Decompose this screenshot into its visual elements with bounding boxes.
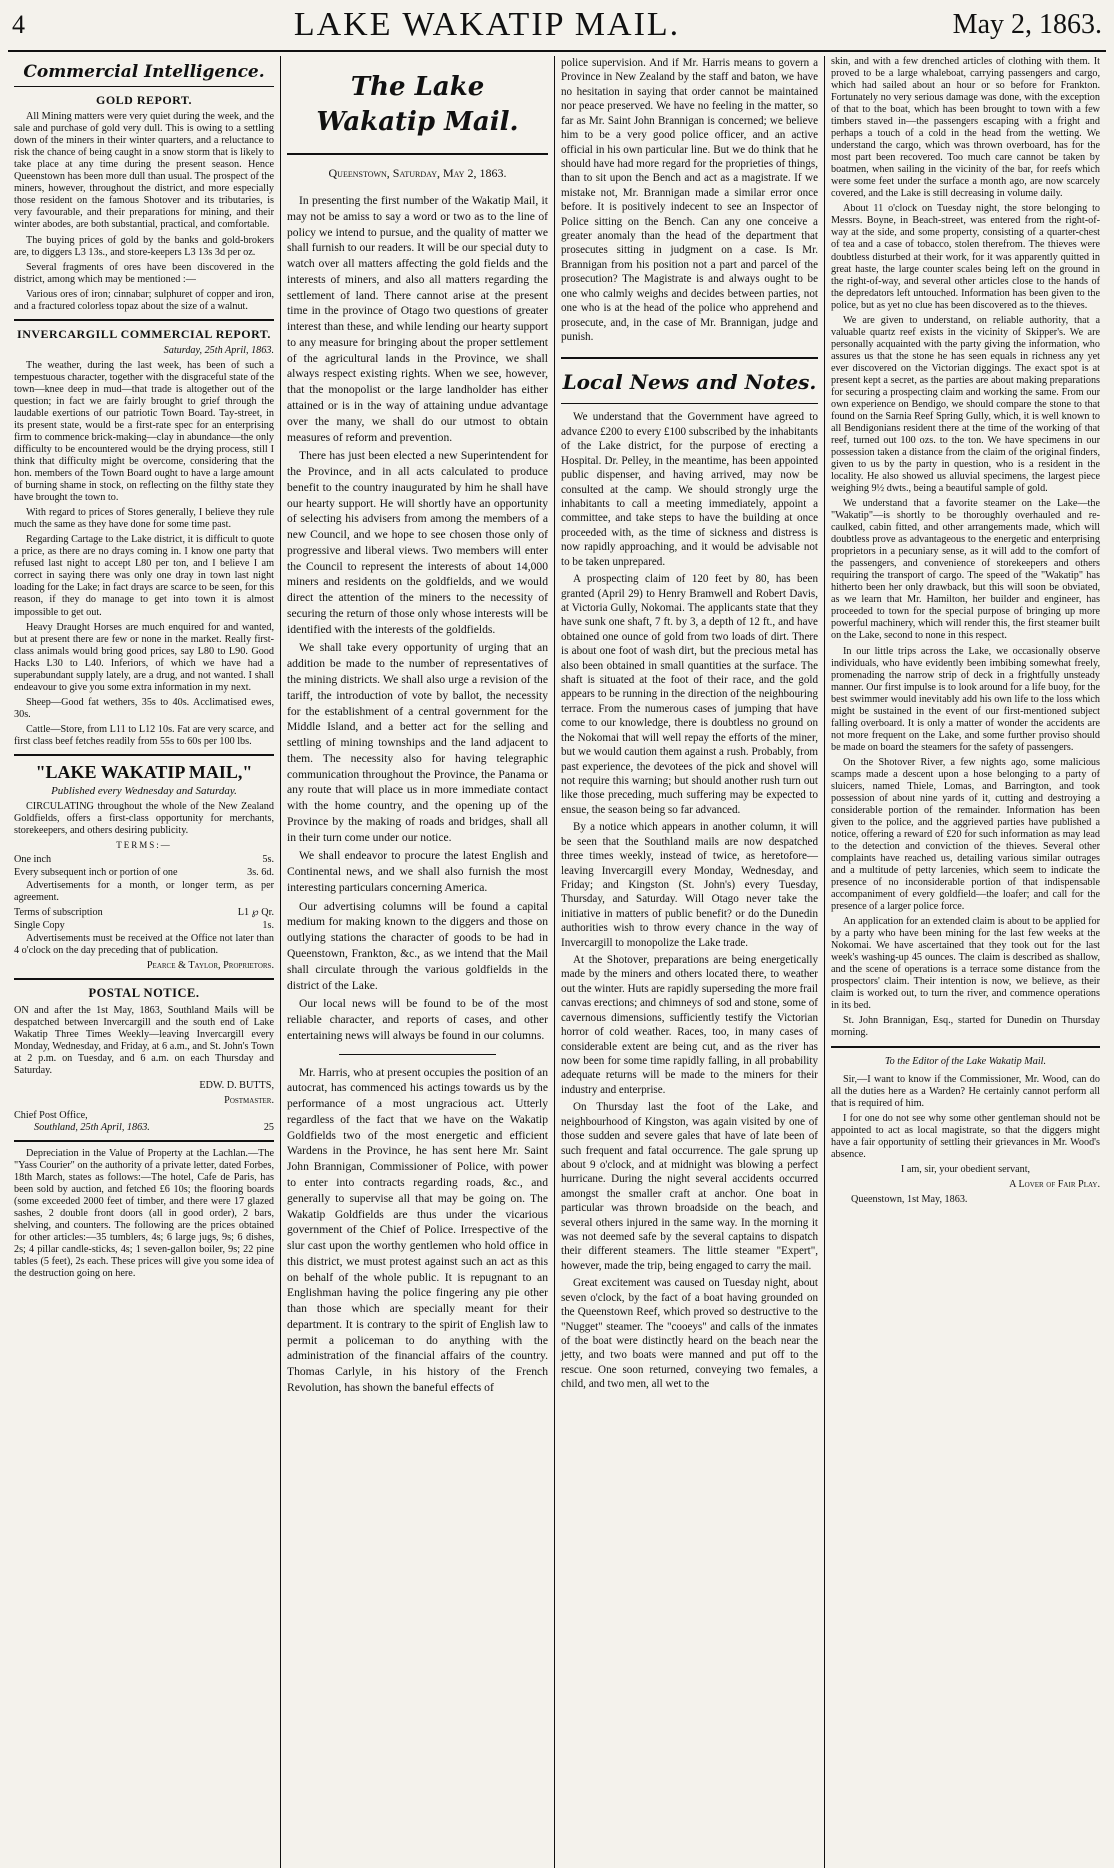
rate-row	[14, 867, 274, 879]
divider	[14, 978, 274, 980]
local-news-item: By a notice which appears in another column, it will be seen that the Southland mails are now despatched three times weekly, instead of twice, as heretofore—leaving Invercargill every Monday, Wednesday, and Friday; and Kingston (St. John's) every Tuesday, Thursday, and Saturday. Will Otago never take the initiative in matters of public benefit? or do the Dunedin authorities wish to throw every chance in the way of Invercargill to monopolize the Lake trade.	[561, 821, 818, 949]
postal-place-date: Southland, 25th April, 1863.	[34, 1122, 150, 1134]
column-3	[554, 56, 824, 1868]
rate-row	[14, 854, 274, 866]
local-news-item: At the Shotover, preparations are being energetically made by the miners and others located there, to weather out the winter. Huts are rapidly superseding the more frail canvas erections; and chimneys of sod and stone, some of cavernous dimensions, sufficiently testify the Victorian horror of cold weather. Races, too, in many cases of considerable extent are being cut, and as the river has now been for some time rapidly falling, in all probability adequate returns will be made to the miners for their industry and enterprise.	[561, 954, 818, 1096]
letter-paragraph: I for one do not see why some other gentleman should not be appointed to act as local magistrate, so that the diggers might have a fair opportunity of settling their grievances in Mr. Wood's absence.	[831, 1112, 1100, 1160]
gold-report-heading: GOLD REPORT.	[95, 93, 193, 108]
issue-date: May 2, 1863.	[952, 9, 1102, 40]
gold-report-paragraph: Various ores of iron; cinnabar; sulphuret of copper and iron, and a fractured colorless topaz about the size of a walnut.	[14, 288, 274, 312]
newspaper-title: LAKE WAKATIP MAIL.	[293, 6, 681, 43]
local-news-item: We understand that a favorite steamer on the Lake—the "Wakatip"—is shortly to be thoroughly overhauled and re-caulked, cabin fitted, and other arrangements made, which will doubtless prove as advantageous to the energetic and enterprising proprietors in a pecuniary sense, as it will add to the comfort of the passengers, and convenience of storekeepers and others requiring the transport of cargo. The speed of the "Wakatip" has hitherto been her only drawback, but this will soon be obviated, as we learn that Mr. Hamilton, her builder and engineer, has proceeded to town for the special purpose of bringing up more powerful machinery, which will render this, the first steamer built on the Lake, second to none in this respect.	[831, 498, 1100, 642]
divider	[14, 1140, 274, 1142]
postal-office: Chief Post Office,	[14, 1110, 88, 1122]
subscription-row	[14, 907, 274, 919]
rate-label: One inch	[14, 853, 52, 865]
postal-signatory: EDW. D. BUTTS,	[199, 1079, 274, 1091]
local-news-item: In our little trips across the Lake, we occasionally observe individuals, who have evidently been imbibing somewhat freely, promenading the narrow strip of deck in a frightfully unsteady manner. Our first impulse is to look around for a life buoy, for the best swimmer would inevitably add his own life to the loss which might be sustained in the event of our first-mentioned subject falling overboard. It is only a matter of wonder the accidents are not more frequent on the Lake, and some further proviso should be made on board the steamers for the safety of passengers.	[831, 645, 1100, 753]
subscription-label: Terms of subscription	[14, 906, 103, 918]
postal-role: Postmaster.	[224, 1095, 274, 1107]
postal-dateline	[14, 1122, 274, 1134]
letter-paragraph: Sir,—I want to know if the Commissioner, Mr. Wood, can do all the duties here as a Warden? He certainly cannot perform all that is required of him.	[831, 1073, 1100, 1109]
rate-label: Every subsequent inch or portion of one	[14, 866, 178, 878]
local-news-item: On the Shotover River, a few nights ago, some malicious scamps made a descent upon a hose belonging to a party of sluicers, named Thiele, Lomas, and Barrington, and took possession of about nine yards of it, cutting and destroying a considerable portion of the remainder. Information has been given to the police, and the aggrieved parties have published a notice, offering a reward of £20 for such information as may lead to the detection and conviction of the thieves. Several other complaints have reached us, detailing various similar outrages and a multitude of petty larcenies, which seem to indicate the presence of no inconsiderable portion of that indispensable accompaniment of every goldfield—the loafer; and call for the presence of a larger police force.	[831, 756, 1100, 913]
editorial-dateline: Queenstown, Saturday, May 2, 1863.	[328, 165, 507, 180]
letter-place-date: Queenstown, 1st May, 1863.	[851, 1193, 968, 1205]
editorial-continuation: police supervision. And if Mr. Harris means to govern a Province in New Zealand by the staff and baton, we have no hesitation in saying that order cannot be maintained nor peace preserved. We have no feeling in the matter, so far as Mr. Saint John Brannigan is concerned; we believe him to be a very good police officer, and an active official in his own particular line. But we do think that he should have had more regard for the proprieties of things, than to sit upon the Bench and act as a magistrate. If we mistake not, Mr. Brannigan made a similar error once before. It is positively indecent to see an Inspector of Police sitting on the Bench. Can any one conceive a greater anomaly than the head of the department that prosecutes sitting in judgment on a case. Is Mr. Brannigan from his position not a part and parcel of the prosecution? The Magistrate is and always ought to be one who calmly weighs and decides between parties, not one who is at the head of the police who apprehend and prosecute, and, in the case of Mr. Brannigan, judge and punish.	[561, 57, 818, 344]
local-news-item: Great excitement was caused on Tuesday night, about seven o'clock, by the fact of a boat having grounded on the Queenstown Reef, which proved so destructive to the "Nugget" steamer. The "cooeys" and calls of the inmates of the boat were distinctly heard on the beach near the jetty, and two boats were manned and put off to the rescue. One soon returned, conveying two females, a child, and two men, all wet to the	[561, 1277, 818, 1391]
local-news-title: Local News and Notes.	[561, 357, 818, 404]
contract-note: Advertisements for a month, or longer term, as per agreement.	[14, 879, 274, 903]
subscription-label: Single Copy	[14, 919, 65, 931]
editorial-paragraph: In presenting the first number of the Wakatip Mail, it may not be amiss to say a word or two as to the line of policy we intend to pursue, and the quality of matter we shall furnish to our readers. It will be our special duty to watch over all matters affecting the gold fields and the interests of miners, and also all matters regarding the settlement of land. There cannot arise at the present time in the province of Otago two questions of greater interest than these, and while lending our hearty support to any measure for bringing about the proper settlement of the agricultural lands in the Province, we shall always respect existing rights. When we see, however, that the monopolist or the large landholder has either attained or is in the way of attaining undue advantage over the many, we shall do our utmost to obtain measures of reform and prevention.	[287, 194, 548, 444]
editorial-paragraph: We shall take every opportunity of urging that an addition be made to the number of representatives of the mining districts. We shall also urge a revision of the tariff, the introduction of vote by ballot, the necessity for the establishment of a central government for the Middle Island, and a better act for the selling and settling of mining townships and the land adjacent to them. The necessity also for having telegraphic communication throughout the Province, the Panama or any route that will place us in more immediate contact with the home country, and the opening up of the Province by the making of roads and bridges, shall all in their turn come under our notice.	[287, 641, 548, 844]
subscription-row	[14, 920, 274, 932]
ad-deadline: Advertisements must be received at the Office not later than 4 o'clock on the day preceding that of publication.	[14, 932, 274, 956]
divider	[831, 1046, 1100, 1048]
local-news-item: We are given to understand, on reliable authority, that a valuable quartz reef exists in the vicinity of Skipper's. We are personally acquainted with the party giving the information, who assures us that the stone he has seen equals in richness any yet ever discovered on the Victorian diggings. The exact spot is at present kept a secret, as the parties are about making preparations for securing a prospecting claim and working the same. From our own experience on Bendigo, we should compare the stone to that found on the Sarnia Reef Spring Gully, which, it is well known to all Bendigonians resident there at the time of the working of that reef, turned out 100 ozs. to the ton. We have specimens in our possession taken a distance from the claim of the original finders, given to us by the party in question, who is a resident in the locality. He also showed us alluvial specimens, the largest piece weighing 9½ dwts., being a beautiful sample of gold.	[831, 314, 1100, 495]
rate-price: 3s. 6d.	[247, 866, 274, 878]
gold-report-paragraph: All Mining matters were very quiet during the week, and the sale and purchase of gold very dull. This is owing to a settling down of the miners in their winter quarters, and a reluctance to risk the chance of being caught in a snow storm that is likely to take place at any time during the present season. Hence Queenstown has been more dull than usual. The prospect of the miners, however, throughout the district, and more especially those resident on the famous Shotover and its tributaries, is very favourable, and their preparations for mining, and their winter abodes, are both substantial, practical, and comfortable.	[14, 111, 274, 231]
editorial-paragraph: There has just been elected a new Superintendent for the Province, and in all acts calculated to produce benefit to the country inaugurated by him he shall have our hearty support. He will shortly have an opportunity of selecting his advisers from among the members of a new Council, and we hope to see chosen those only of progressive and liberal views. Two members will enter the Council to represent the interests of about 14,000 miners and residents on the goldfields, and we would direct the attention of the miners to the necessity of securing the return of those only whose interests will be identified with the interests of the goldfields.	[287, 449, 548, 636]
editorial-paper-title: The Lake Wakatip Mail.	[287, 56, 548, 155]
depreciation-article: Depreciation in the Value of Property at the Lachlan.—The "Yass Courier" on the authority of a private letter, dated Forbes, 18th March, states as follows:—The hotel, Cafe de Paris, has been sold by auction, and fetched £6 10s; the flooring boards (some exceeded 2000 feet of timber, and there were 17 glazed sashes, 2 double front doors (all in good order), 2 bars, shelving, and counters. The following are the prices obtained for other articles:—35 tumblers, 4s; 6 large jugs, 9s; 6 dishes, 2s; 4 pillar candle-sticks, 4s; 1 seven-gallon boiler, 9s; 22 pine tables (5 feet), 2s each. These prices will give you some idea of the destruction going on here.	[14, 1148, 274, 1280]
invercargill-paragraph: Cattle—Store, from L11 to L12 10s. Fat are very scarce, and first class beef fetches readily from 55s to 60s per 100 lbs.	[14, 723, 274, 747]
editorial-paragraph: Mr. Harris, who at present occupies the position of an autocrat, has commenced his actings towards us by the performance of a most ungracious act. Utterly regardless of the fact that we have on the Wakatip Goldfields two of the most energetic and efficient Wardens in the Province, he has sent here Mr. Saint John Brannigan, Commissioner of Police, with power to enter into contracts regarding roads, &c., and generally to supervise all that may be going on. The Wakatip Goldfields are thus under the vicarious government of the Chief of Police. Irrespective of the slur cast upon the worthy gentlemen who hold office in this district, we must protest against such an act as this on behalf of the whole public. It is repugnant to an Englishman having the police fingering any pie other than those which are specially meant for their department. It is contrary to the spirit of English law to permit a policeman to do anything with the administration of the financial affairs of the country. Thomas Carlyle, in his history of the French Revolution, has shown the baneful effects of	[287, 1065, 548, 1394]
subscription-price: L1 ℘ Qr.	[237, 906, 274, 918]
subscription-ad-title: "LAKE WAKATIP MAIL,"	[35, 761, 253, 782]
subscription-ad-subtitle: Published every Wednesday and Saturday.	[51, 785, 237, 798]
letter-closing: I am, sir, your obedient servant,	[900, 1163, 1031, 1175]
masthead	[8, 0, 1106, 52]
ad-number: 25	[263, 1122, 274, 1134]
editorial-paragraph: We shall endeavor to procure the latest English and Continental news, and we shall also furnish the most interesting particulars concerning America.	[287, 849, 548, 894]
divider	[14, 754, 274, 756]
subscription-ad-body: CIRCULATING throughout the whole of the New Zealand Goldfields, offers a first-class opportunity for merchants, storekeepers, and others desiring publicity.	[14, 801, 274, 837]
terms-label: TERMS:—	[116, 840, 172, 851]
postal-notice-heading: POSTAL NOTICE.	[88, 986, 200, 1001]
column-4	[824, 56, 1106, 1868]
columns	[8, 56, 1106, 1868]
divider	[14, 319, 274, 321]
letter-signature: A Lover of Fair Play.	[1009, 1178, 1100, 1190]
subscription-price: 1s.	[262, 919, 274, 931]
letter-heading: To the Editor of the Lake Wakatip Mail.	[884, 1055, 1047, 1067]
editorial-paragraph: Our local news will be found to be of the most reliable character, and reports of cases, and other entertaining news will always be found in our columns.	[287, 997, 548, 1042]
local-news-item: St. John Brannigan, Esq., started for Dunedin on Thursday morning.	[831, 1015, 1100, 1039]
rate-price: 5s.	[262, 853, 274, 865]
invercargill-date: Saturday, 25th April, 1863.	[163, 344, 274, 356]
local-news-item: A prospecting claim of 120 feet by 80, has been granted (April 29) to Henry Bramwell and Robert Davis, at Victoria Gully, Nokomai. The applicants state that they have sunk one shaft, 7 ft. by 3, a depth of 12 ft., and have obtained one ounce of gold from two loads of dirt. There is about one foot of wash dirt, but the precious metal has also been obtained in small quantities at the surface. The shaft is situated at the foot of their race, and the gold appears to be running in the direction of the neighbouring terrace. From the numerous cases of jumping that have come to our knowledge, there is doubtless no ground on the Nokomai that will well repay the efforts of the miner, but we would caution them against a rush. Probably, from past experience, the devotees of the pick and shovel will not require this warning; but should another rush turn out like those preceding, much suffering may be expected to ensue, the season being so far advanced.	[561, 573, 818, 816]
divider	[339, 1054, 496, 1055]
postal-notice-body: ON and after the 1st May, 1863, Southland Mails will be despatched between Invercargill and the south end of Lake Wakatip Three Times Weekly—leaving Invercargill every Monday, Wednesday, and Friday, at 6 a.m., and St. John's Town at 2 p.m. on Tuesday, and 6 a.m. on each Thursday and Saturday.	[14, 1004, 274, 1076]
commercial-section-title: Commercial Intelligence.	[14, 56, 274, 87]
invercargill-heading: INVERCARGILL COMMERCIAL REPORT.	[17, 326, 271, 341]
local-news-item: We understand that the Government have agreed to advance £200 to every £100 subscribed by the inhabitants of the Lake district, for the purpose of erecting a Hospital. Dr. Pelley, in the meantime, has been appointed public dispenser, and having arrived, may now be consulted at the camp. We should strongly urge the inhabitants to call a meeting immediately, appoint a committee, and take steps to have the building at once proceeded with, as the time of sickness and distress is now rapidly approaching, and it would be advisable not to be taken unprepared.	[561, 411, 818, 568]
invercargill-paragraph: Heavy Draught Horses are much enquired for and wanted, but at present there are few or none in the market. Really first-class animals would bring good prices, say L80 to L90. Good Hacks L30 to L40. Inferiors, of which we have had a superabundant supply lately, are a drug, and not wanted. I shall endeavour to give you some extra information in my next.	[14, 621, 274, 693]
invercargill-paragraph: Sheep—Good fat wethers, 35s to 40s. Acclimatised ewes, 30s.	[14, 696, 274, 720]
local-news-item: An application for an extended claim is about to be applied for by a party who have been mining for the last few weeks at the Nokomai. We have ascertained that they took out for the last week's washing-up 45 ounces. The claim is described as shallow, and the scene of operations is a terrace some distance from the prospectors' claim. Their intention is now, we believe, as their claim is worked out, to turn the river, and commence operations in its bed.	[831, 916, 1100, 1012]
gold-report-paragraph: Several fragments of ores have been discovered in the district, among which may be mentioned :—	[14, 261, 274, 285]
editorial-paragraph: Our advertising columns will be found a capital medium for making known to the diggers and those on outlying stations the character of goods to be had in Queenstown, Frankton, &c., as we intend that the Mail shall circulate through the various goldfields in the district of the Lake.	[287, 899, 548, 992]
invercargill-paragraph: With regard to prices of Stores generally, I believe they rule much the same as they have done for some time past.	[14, 507, 274, 531]
gold-report-paragraph: The buying prices of gold by the banks and gold-brokers are, to diggers L3 13s., and store-keepers L3 13s 3d per oz.	[14, 234, 274, 258]
column-2	[280, 56, 554, 1868]
proprietors: Pearce & Taylor, Proprietors.	[146, 960, 274, 972]
page-number: 4	[12, 10, 25, 39]
invercargill-paragraph: The weather, during the last week, has been of such a tempestuous character, together with the disgraceful state of the town—knee deep in mud—that trade is altogether out of the question; in fact we are fairly brought to grief through the laudable exertions of our patriotic Town Board. Tay-street, in its present state, would be a first-rate spec for an enterprising firm to commence brick-making—clay in abundance—the only difficulty to be encountered would be the drying process, still I think that difficulty might be overcome, considering that the hon. members of the Town Board ought to have a large amount of burning shame in stock, on reflecting on the filthy state they have brought the town to.	[14, 359, 274, 504]
column-1	[8, 56, 280, 1868]
local-news-item: skin, and with a few drenched articles of clothing with them. It proved to be a large whaleboat, carrying passengers and cargo, which had sailed about an hour or so before for Frankton. Fortunately no very serious damage was done, with the exception of that to the boat, which has been brought to town with a few timbers staved in—the passengers escaping with a fright and perhaps a touch of a cold in the head from the wetting. We understand the cargo, which was thrown overboard, has for the most part been recovered. Too much care cannot be taken by boatmen, when sailing in the vicinity of the bar, for reefs which were some feet under the surface a month ago, are now scarcely covered, and the Lake is still decreasing in volume daily.	[831, 56, 1100, 200]
invercargill-paragraph: Regarding Cartage to the Lake district, it is difficult to quote a price, as there are no drays coming in. I know one party that refused last night to accept L80 per ton, and I believe I am correct in saying there was only one dray in town last night loading for the Lake; in fact drays are scarce to be seen, for this reason, if they do manage to get into town it is almost impossible to get out.	[14, 534, 274, 618]
local-news-item: On Thursday last the foot of the Lake, and neighbourhood of Kingston, was again visited by one of those sudden and severe gales that have of late been of such frequent and fatal occurrence. The gale sprung up about 9 o'clock, and at midnight was blowing a perfect hurricane. During the night several accidents occurred amongst the smaller craft at anchor. One boat in particular was thrown broadside on the beach, and several others injured in the same way. In the morning it was not deemed safe by the several captains to dispatch their different steamers. The little steamer "Expert", however, made the trip, being engaged to carry the mail.	[561, 1101, 818, 1272]
local-news-item: About 11 o'clock on Tuesday night, the store belonging to Messrs. Boyne, in Beach-street, was entered from the right-of-way at the side, and some property, consisting of a quarter-chest of tea and a case of tobacco, stolen therefrom. The thieves were doubtless disturbed at their work, for it was apparently quitted in great haste, the large counter scales being left on the ground in the right-of-way, and several other articles close to the hands of the depredators left untouched. Information has been given to the police, but as yet no clue has been discovered as to the thieves.	[831, 203, 1100, 311]
